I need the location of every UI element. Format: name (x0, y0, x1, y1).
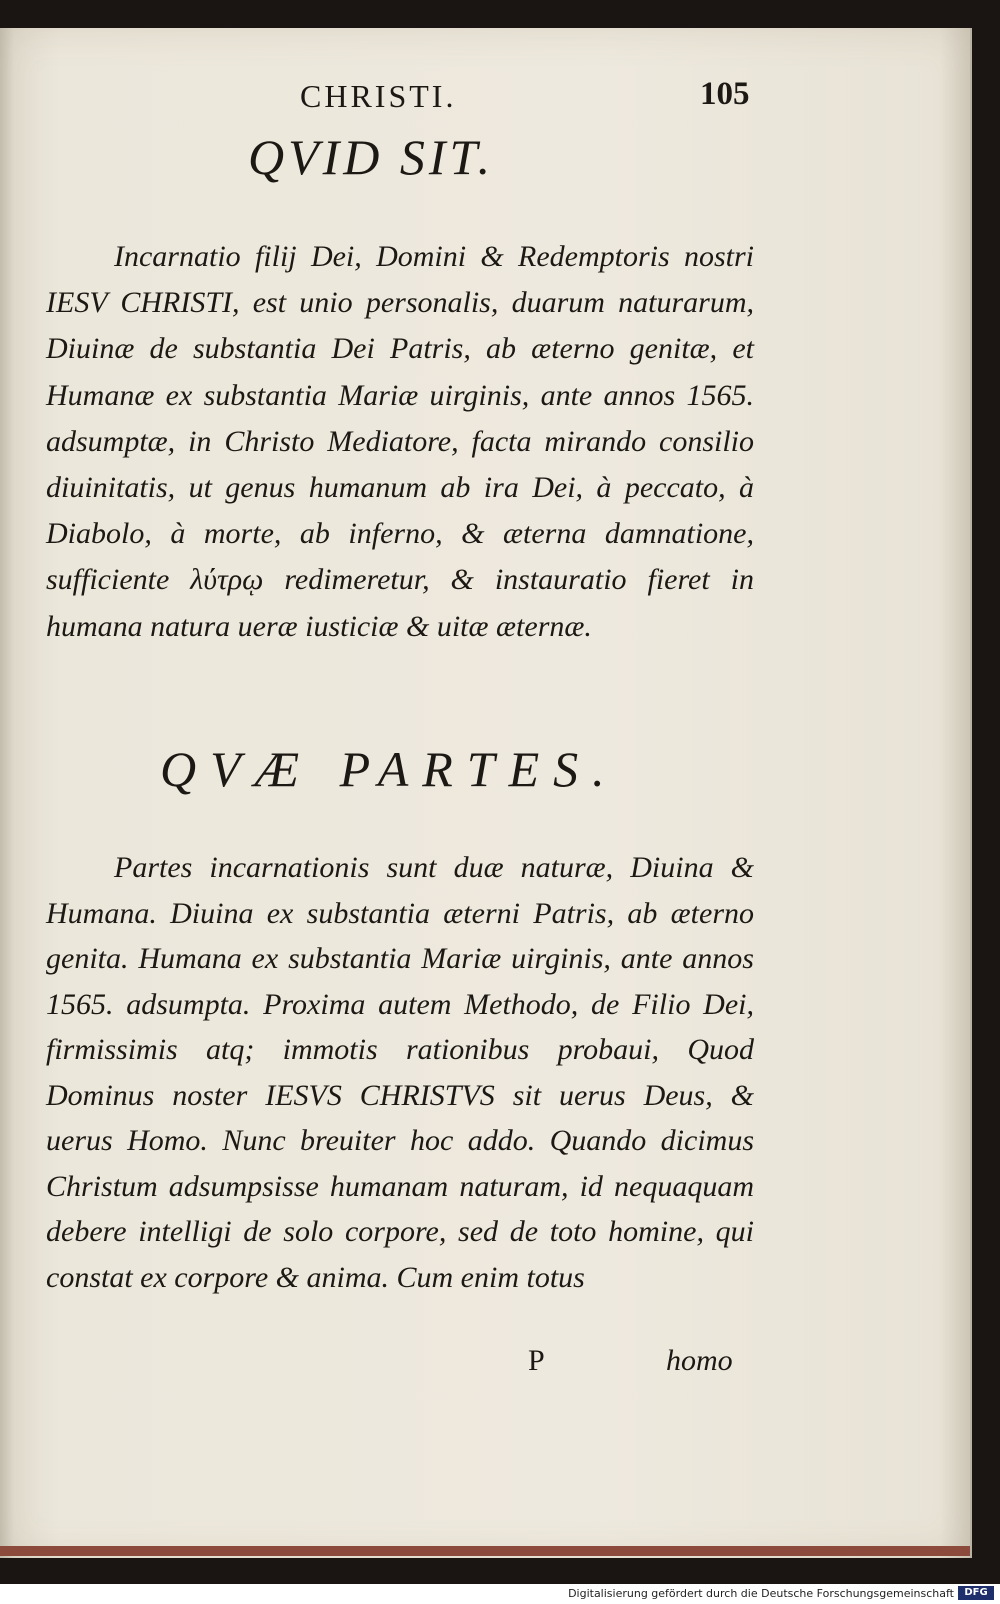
running-head: CHRISTI. (300, 78, 457, 114)
page-number: 105 (700, 76, 750, 112)
paragraph-definition: Incarnatio filij Dei, Domini & Redemptoris nostri IESV CHRISTI, est unio personalis, duarum naturarum, Diuinæ de substantia Dei Patris, ab æterno genitæ, et Humanæ ex substantia Mariæ uirginis, ante annos 1565. adsumptæ, in Christo Mediatore, facta mirando consilio diuinitatis, ut genus humanum ab ira Dei, à peccato, à Diabolo, à morte, ab inferno, & æterna damnatione, sufficiente λύτρῳ redimeretur, & instauratio fieret in humana natura ueræ iusticiæ & uitæ æternæ. (46, 240, 754, 643)
dfg-logo: DFG (958, 1586, 994, 1600)
page-edge (0, 1546, 970, 1556)
digitization-credit: Digitalisierung gefördert durch die Deutsche Forschungsgemeinschaft (568, 1587, 954, 1600)
section-heading-quid-sit: QVID SIT. (248, 129, 495, 185)
section-heading-quae-partes: QVÆ PARTES. (160, 741, 619, 797)
signature-mark: P (528, 1344, 545, 1377)
catchword: homo (666, 1344, 733, 1377)
paragraph-parts: Partes incarnationis sunt duæ naturæ, Diuina & Humana. Diuina ex substantia æterni Patris, ab æterno genita. Humana ex substantia Mariæ uirginis, ante annos 1565. adsumpta. Proxima autem Methodo, de Filio Dei, firmissimis atq; immotis rationibus probaui, Quod Dominus noster IESVS CHRISTVS sit uerus Deus, & uerus Homo. Nunc breuiter hoc addo. Quando dicimus Christum adsumpsisse humanam naturam, id nequaquam debere intelligi de solo corpore, sed de toto homine, qui constat ex corpore & anima. Cum enim totus (46, 851, 754, 1294)
